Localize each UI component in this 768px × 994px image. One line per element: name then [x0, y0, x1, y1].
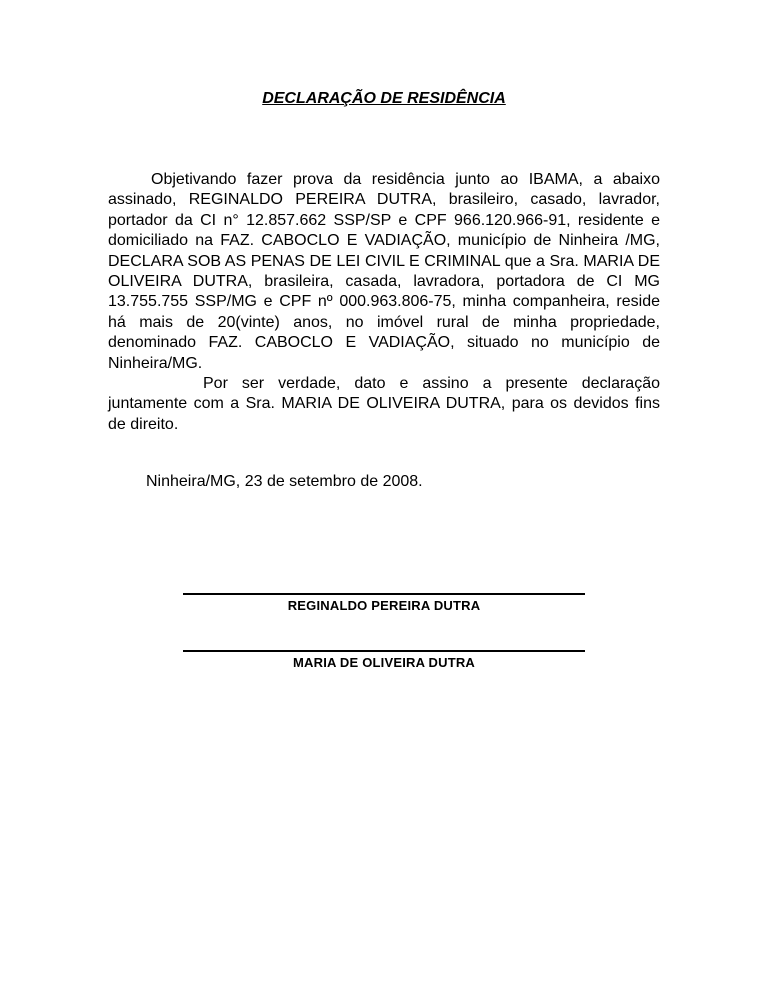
declaration-paragraph-2: Por ser verdade, dato e assino a presente declaração juntamente com a Sra. MARIA DE OLIVEIRA DUTRA, para os devidos fins de direito. [108, 375, 660, 433]
place-date-line: Ninheira/MG, 23 de setembro de 2008. [146, 473, 423, 490]
declaration-paragraph-1: Objetivando fazer prova da residência junto ao IBAMA, a abaixo assinado, REGINALDO PEREIRA DUTRA, brasileiro, casado, lavrador, portador da CI n° 12.857.662 SSP/SP e CPF 966.120.966-91, residente e domiciliado na FAZ. CABOCLO E VADIAÇÃO, município de Ninheira /MG, DECLARA SOB AS PENAS DE LEI CIVIL E CRIMINAL que a Sra. MARIA DE OLIVEIRA DUTRA, brasileira, casada, lavradora, portadora de CI MG 13.755.755 SSP/MG e CPF nº 000.963.806-75, minha companheira, reside há mais de 20(vinte) anos, no imóvel rural de minha propriedade, denominado FAZ. CABOCLO E VADIAÇÃO, situado no município de Ninheira/MG. [108, 171, 660, 372]
signature-block-maria [183, 650, 585, 670]
signature-line [183, 650, 585, 652]
declaration-body [108, 170, 660, 435]
document-title: DECLARAÇÃO DE RESIDÊNCIA [262, 90, 506, 107]
signature-line [183, 593, 585, 595]
signature-block-reginaldo [183, 593, 585, 613]
signatory-name: MARIA DE OLIVEIRA DUTRA [292, 655, 476, 670]
signatory-name: REGINALDO PEREIRA DUTRA [287, 598, 481, 613]
